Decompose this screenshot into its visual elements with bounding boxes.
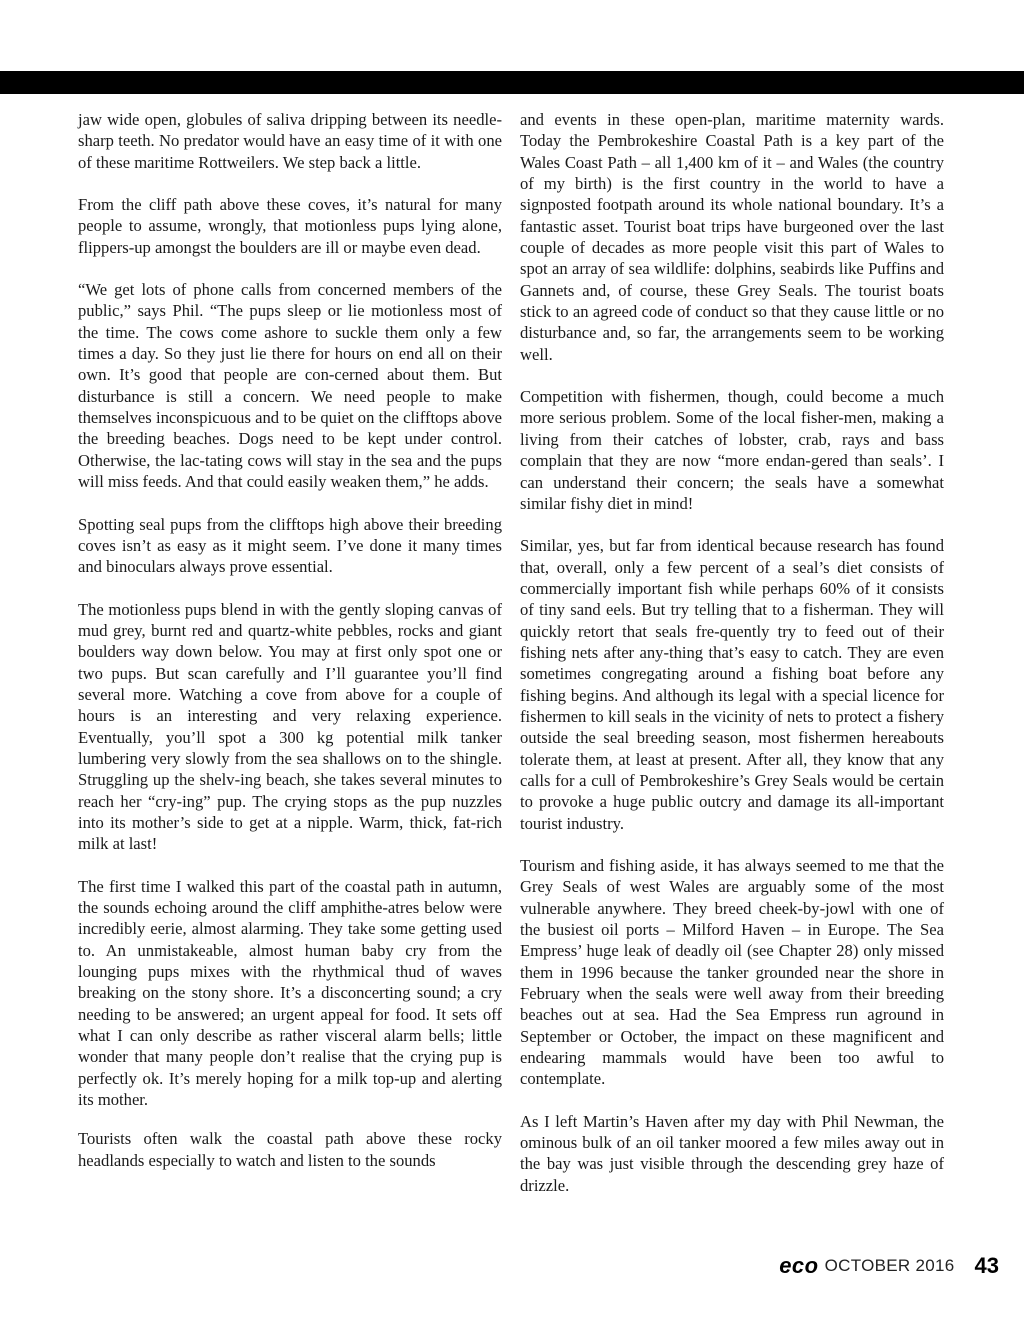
page-footer (779, 1250, 999, 1276)
paragraph: Competition with fishermen, though, could become a much more serious problem. Some of the local fisher-men, making a living from their catches of lobster, crab, rays and bass complain that they are now “more endan-gered than seals’. I can understand their concern; the seals have a somewhat similar fishy diet in mind! (520, 387, 944, 513)
paragraph: Tourism and fishing aside, it has always seemed to me that the Grey Seals of west Wales are arguably some of the most vulnerable anywhere. They breed cheek-by-jowl with one of the busiest oil ports – Milford Haven – in Europe. The Sea Empress’ huge leak of deadly oil (see Chapter 28) only missed them in 1996 because the tanker grounded near the shore in February when the seals were well away from their breeding beaches out at sea. Had the Sea Empress run aground in September or October, the impact on these magnificent and endearing mammals would have been too awful to contemplate. (520, 856, 944, 1089)
paragraph: Similar, yes, but far from identical because research has found that, overall, only a few percent of a seal’s diet consists of commercially important fish while perhaps 60% of it consists of tiny sand eels. But try telling that to a fisherman. They will quickly retort that seals fre-quently try to feed out of their fishing nets after any-thing that’s easy to catch. They are even sometimes congregating around a fishing boat before any fishing begins. And although its legal with a special licence for fishermen to kill seals in the vicinity of nets to protect a fishery outside the seal breeding season, most fishermen hereabouts tolerate them, at least at present. After all, they know that any calls for a cull of Pembrokeshire’s Grey Seals would be certain to provoke a huge public outcry and damage its all-important tourist industry. (520, 536, 944, 833)
paragraph: “We get lots of phone calls from concerned members of the public,” says Phil. “The pups sleep or lie motionless most of the time. The cows come ashore to suckle them only a few times a day. So they just lie there for hours on end all on their own. It’s good that people are con-cerned about them. But disturbance is still a concern. We need people to make themselves inconspicuous and to be quiet on the clifftops above the breeding beaches. Dogs need to be kept under control. Otherwise, the lac-tating cows will stay in the sea and the pups will miss feeds. And that could easily weaken them,” he adds. (78, 280, 502, 492)
page-number: 43 (974, 1253, 999, 1278)
paragraph: As I left Martin’s Haven after my day with Phil Newman, the ominous bulk of an oil tanker moored a few miles away out in the bay was just visible through the descending grey haze of drizzle. (520, 1111, 944, 1195)
paragraph: and events in these open-plan, maritime maternity wards. Today the Pembrokeshire Coastal Path is a key part of the Wales Coast Path – all 1,400 km of it – and Wales (the country of my birth) is the first country in the world to have a signposted footpath around its whole national boundary. It’s a fantastic asset. Tourist boat trips have burgeoned over the last couple of decades as more people visit this part of Wales to spot an array of sea wildlife: dolphins, seabirds like Puffins and Gannets and, of course, these Grey Seals. The tourist boats stick to an agreed code of conduct so that they cause little or no disturbance and, so far, the arrangements seem to be working well. (520, 110, 944, 364)
paragraph: From the cliff path above these coves, it’s natural for many people to assume, wrongly, that motionless pups lying alone, flippers-up amongst the boulders are ill or maybe even dead. (78, 195, 502, 257)
header-bar (0, 71, 1024, 94)
paragraph: jaw wide open, globules of saliva dripping between its needle-sharp teeth. No predator would have an easy time of it with one of these maritime Rottweilers. We step back a little. (78, 110, 502, 172)
paragraph: Spotting seal pups from the clifftops high above their breeding coves isn’t as easy as it might seem. I’ve done it many times and binoculars always prove essential. (78, 514, 502, 577)
paragraph: Tourists often walk the coastal path above these rocky headlands especially to watch and listen to the sounds (78, 1129, 502, 1170)
paragraph: The motionless pups blend in with the gently sloping canvas of mud grey, burnt red and quartz-white pebbles, rocks and giant boulders way down below. You may at first only spot one or two pups. But scan carefully and I’ll guarantee you’ll find several more. Watching a cove from above for a couple of hours is an interesting and very relaxing experience. Eventually, you’ll spot a 300 kg potential milk tanker lumbering very slowly from the sea shallows on to the shingle. Struggling up the shelv-ing beach, she takes several minutes to reach her “cry-ing” pup. The crying stops as the pup nuzzles into its mother’s side to get at a nipple. Warm, thick, fat-rich milk at last! (78, 599, 502, 854)
paragraph: The first time I walked this part of the coastal path in autumn, the sounds echoing around the cliff amphithe-atres below were incredibly eerie, almost alarming. They take some getting used to. An unmistakeable, almost human baby cry from the lounging pups mixes with the rhythmical thud of waves breaking on the stony shore. It’s a disconcerting sound; a cry needing to be answered; an urgent appeal for food. It sets off what I can only describe as rather visceral alarm bells; little wonder that many people don’t realise that the crying pup is perfectly ok. It’s merely hoping for a milk top-up and alerting its mother. (78, 876, 502, 1110)
issue-date: OCTOBER 2016 (824, 1256, 955, 1275)
magazine-logo: eco (779, 1253, 819, 1278)
right-column (520, 109, 944, 1217)
left-column (78, 109, 502, 1192)
